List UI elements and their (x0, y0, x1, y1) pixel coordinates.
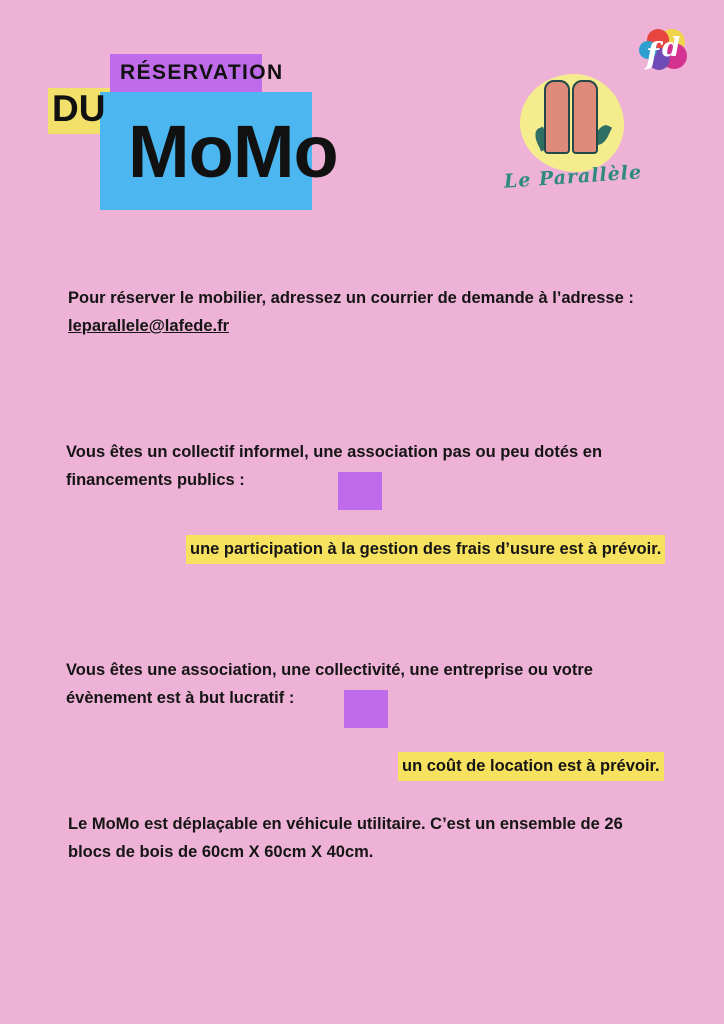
title-word-momo: MoMo (128, 110, 338, 193)
purple-square-marker (338, 472, 382, 510)
parallele-bar-icon (544, 80, 570, 154)
paragraph-reservation (68, 284, 660, 340)
title-word-du: DU (52, 88, 106, 129)
parallele-bar-icon (572, 80, 598, 154)
reservation-text: Pour réserver le mobilier, adressez un courrier de demande à l’adresse : (68, 289, 634, 307)
momo-line-2: blocs de bois de 60cm X 60cm X 40cm. (68, 843, 374, 861)
purple-square-marker (344, 690, 388, 728)
association-line-2: évènement est à but lucratif : (66, 689, 295, 707)
paragraph-momo-description (68, 810, 654, 866)
parallele-logo (492, 62, 652, 212)
svg-text:f: f (646, 37, 659, 72)
svg-text:d: d (662, 33, 681, 63)
highlight-cout-location: un coût de location est à prévoir. (398, 752, 664, 781)
collectif-line-1: Vous êtes un collectif informel, une association pas ou peu dotés en (66, 443, 603, 461)
association-line-1: Vous êtes une association, une collectivité, une entreprise ou votre (66, 661, 593, 679)
collectif-line-2: financements publics : (66, 471, 245, 489)
momo-line-1: Le MoMo est déplaçable en véhicule utilitaire. C’est un ensemble de 26 (68, 815, 623, 833)
reservation-email[interactable]: leparallele@lafede.fr (68, 317, 229, 335)
highlight-frais-usure: une participation à la gestion des frais d’usure est à prévoir. (186, 535, 665, 564)
title-word-reservation: RÉSERVATION (120, 61, 284, 84)
parallele-logo-label: Le Parallèle (503, 161, 643, 193)
